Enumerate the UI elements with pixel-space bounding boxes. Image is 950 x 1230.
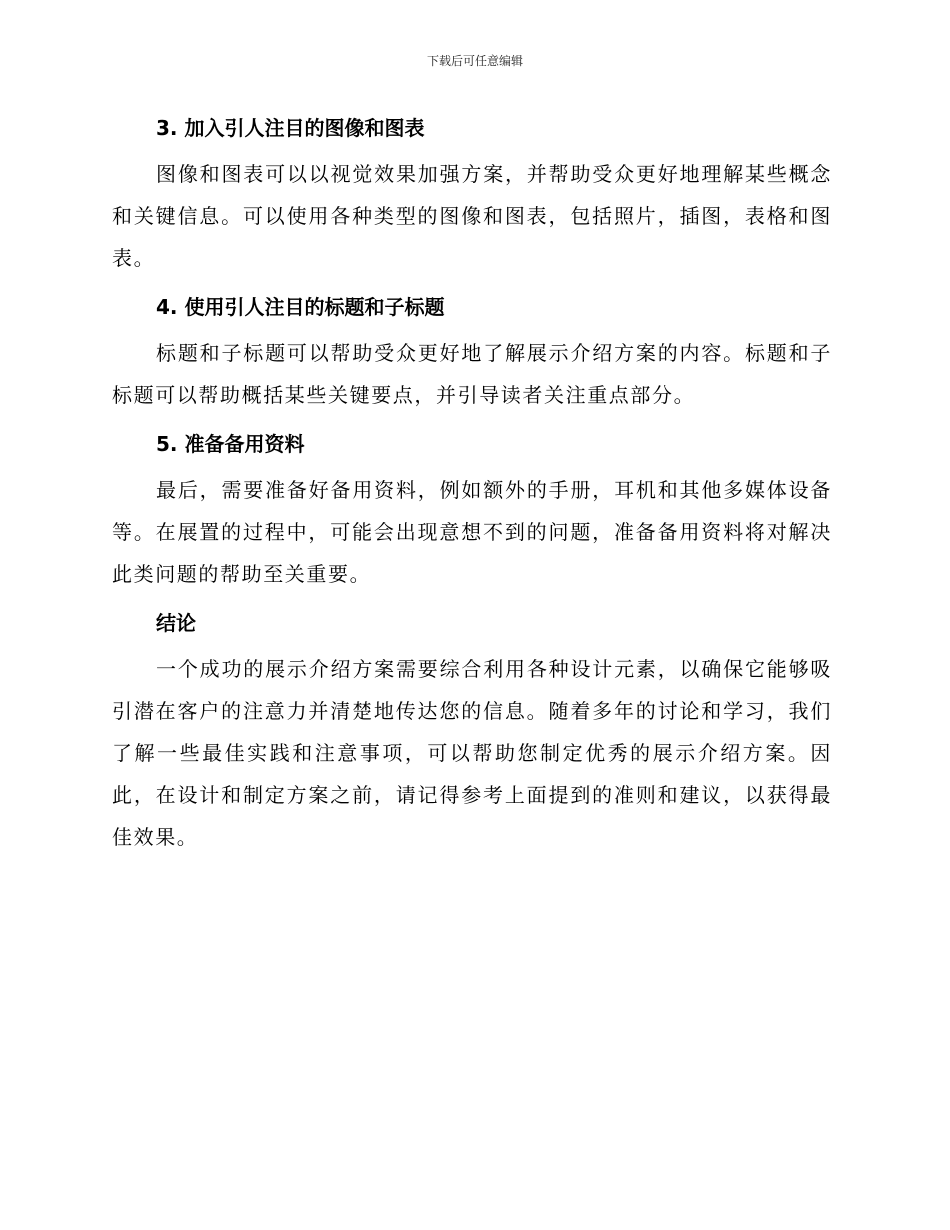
section-paragraph-titles: 标题和子标题可以帮助受众更好地了解展示介绍方案的内容。标题和子标题可以帮助概括某些关键要点，并引导读者关注重点部分。 bbox=[112, 341, 832, 407]
page-header: 下载后可任意编辑 bbox=[426, 54, 523, 68]
section-heading-backup-materials: 5. 准备备用资料 bbox=[156, 432, 305, 456]
section-paragraph-images-charts: 图像和图表可以以视觉效果加强方案，并帮助受众更好地理解某些概念和关键信息。可以使用各种类型的图像和图表，包括照片，插图，表格和图表。 bbox=[112, 162, 832, 270]
section-heading-titles: 4. 使用引人注目的标题和子标题 bbox=[156, 295, 445, 319]
section-paragraph-conclusion: 一个成功的展示介绍方案需要综合利用各种设计元素，以确保它能够吸引潜在客户的注意力并清楚地传达您的信息。随着多年的讨论和学习，我们了解一些最佳实践和注意事项，可以帮助您制定优秀的展示介绍方案。因此，在设计和制定方案之前，请记得参考上面提到的准则和建议，以获得最佳效果。 bbox=[112, 657, 832, 849]
section-heading-images-charts: 3. 加入引人注目的图像和图表 bbox=[156, 116, 425, 140]
section-heading-conclusion: 结论 bbox=[156, 611, 196, 635]
section-paragraph-backup-materials: 最后，需要准备好备用资料，例如额外的手册，耳机和其他多媒体设备等。在展置的过程中，可能会出现意想不到的问题，准备备用资料将对解决此类问题的帮助至关重要。 bbox=[112, 478, 832, 586]
document-body bbox=[112, 108, 832, 858]
